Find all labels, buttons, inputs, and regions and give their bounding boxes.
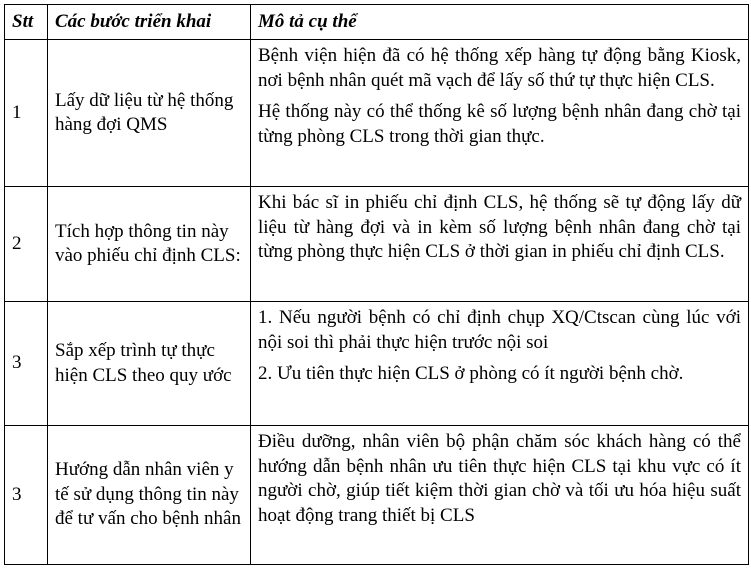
header-row (5, 5, 749, 40)
table-row (5, 40, 749, 187)
table-row (5, 187, 749, 302)
row-stt: 3 (5, 426, 48, 565)
description-paragraph: Bệnh viện hiện đã có hệ thống xếp hàng tự động bằng Kiosk, nơi bệnh nhân quét mã vạch để lấy số thứ tự thực hiện CLS. (258, 45, 741, 91)
table-row (5, 426, 749, 565)
row-step: Lấy dữ liệu từ hệ thống hàng đợi QMS (48, 40, 251, 187)
description-paragraph: 2. Ưu tiên thực hiện CLS ở phòng có ít người bệnh chờ. (258, 363, 684, 384)
description-paragraph: 1. Nếu người bệnh có chỉ định chụp XQ/Ctscan cùng lúc với nội soi thì phải thực hiện trước nội soi (258, 307, 741, 353)
row-step: Hướng dẫn nhân viên y tế sử dụng thông tin này để tư vấn cho bệnh nhân (48, 426, 251, 565)
row-description (251, 302, 749, 426)
header-steps: Các bước triển khai (48, 5, 251, 40)
row-stt: 1 (5, 40, 48, 187)
row-step: Tích hợp thông tin này vào phiếu chỉ định CLS: (48, 187, 251, 302)
header-stt: Stt (5, 5, 48, 40)
description-paragraph: Điều dưỡng, nhân viên bộ phận chăm sóc khách hàng có thể hướng dẫn bệnh nhân ưu tiên thực hiện CLS tại khu vực có ít người chờ, giúp tiết kiệm thời gian chờ và tối ưu hóa hiệu suất hoạt động trang thiết bị CLS (258, 431, 741, 526)
row-description (251, 426, 749, 565)
description-paragraph: Khi bác sĩ in phiếu chỉ định CLS, hệ thống sẽ tự động lấy dữ liệu từ hàng đợi và in kèm số lượng bệnh nhân đang chờ tại từng phòng thực hiện CLS ở thời gian in phiếu chỉ định CLS. (258, 192, 741, 262)
implementation-steps-table (4, 4, 749, 565)
row-step: Sắp xếp trình tự thực hiện CLS theo quy ước (48, 302, 251, 426)
row-stt: 3 (5, 302, 48, 426)
row-description (251, 40, 749, 187)
header-description: Mô tả cụ thể (251, 5, 749, 40)
row-stt: 2 (5, 187, 48, 302)
row-description (251, 187, 749, 302)
table-row (5, 302, 749, 426)
description-paragraph: Hệ thống này có thể thống kê số lượng bệnh nhân đang chờ tại từng phòng CLS trong thời gian thực. (258, 101, 741, 147)
